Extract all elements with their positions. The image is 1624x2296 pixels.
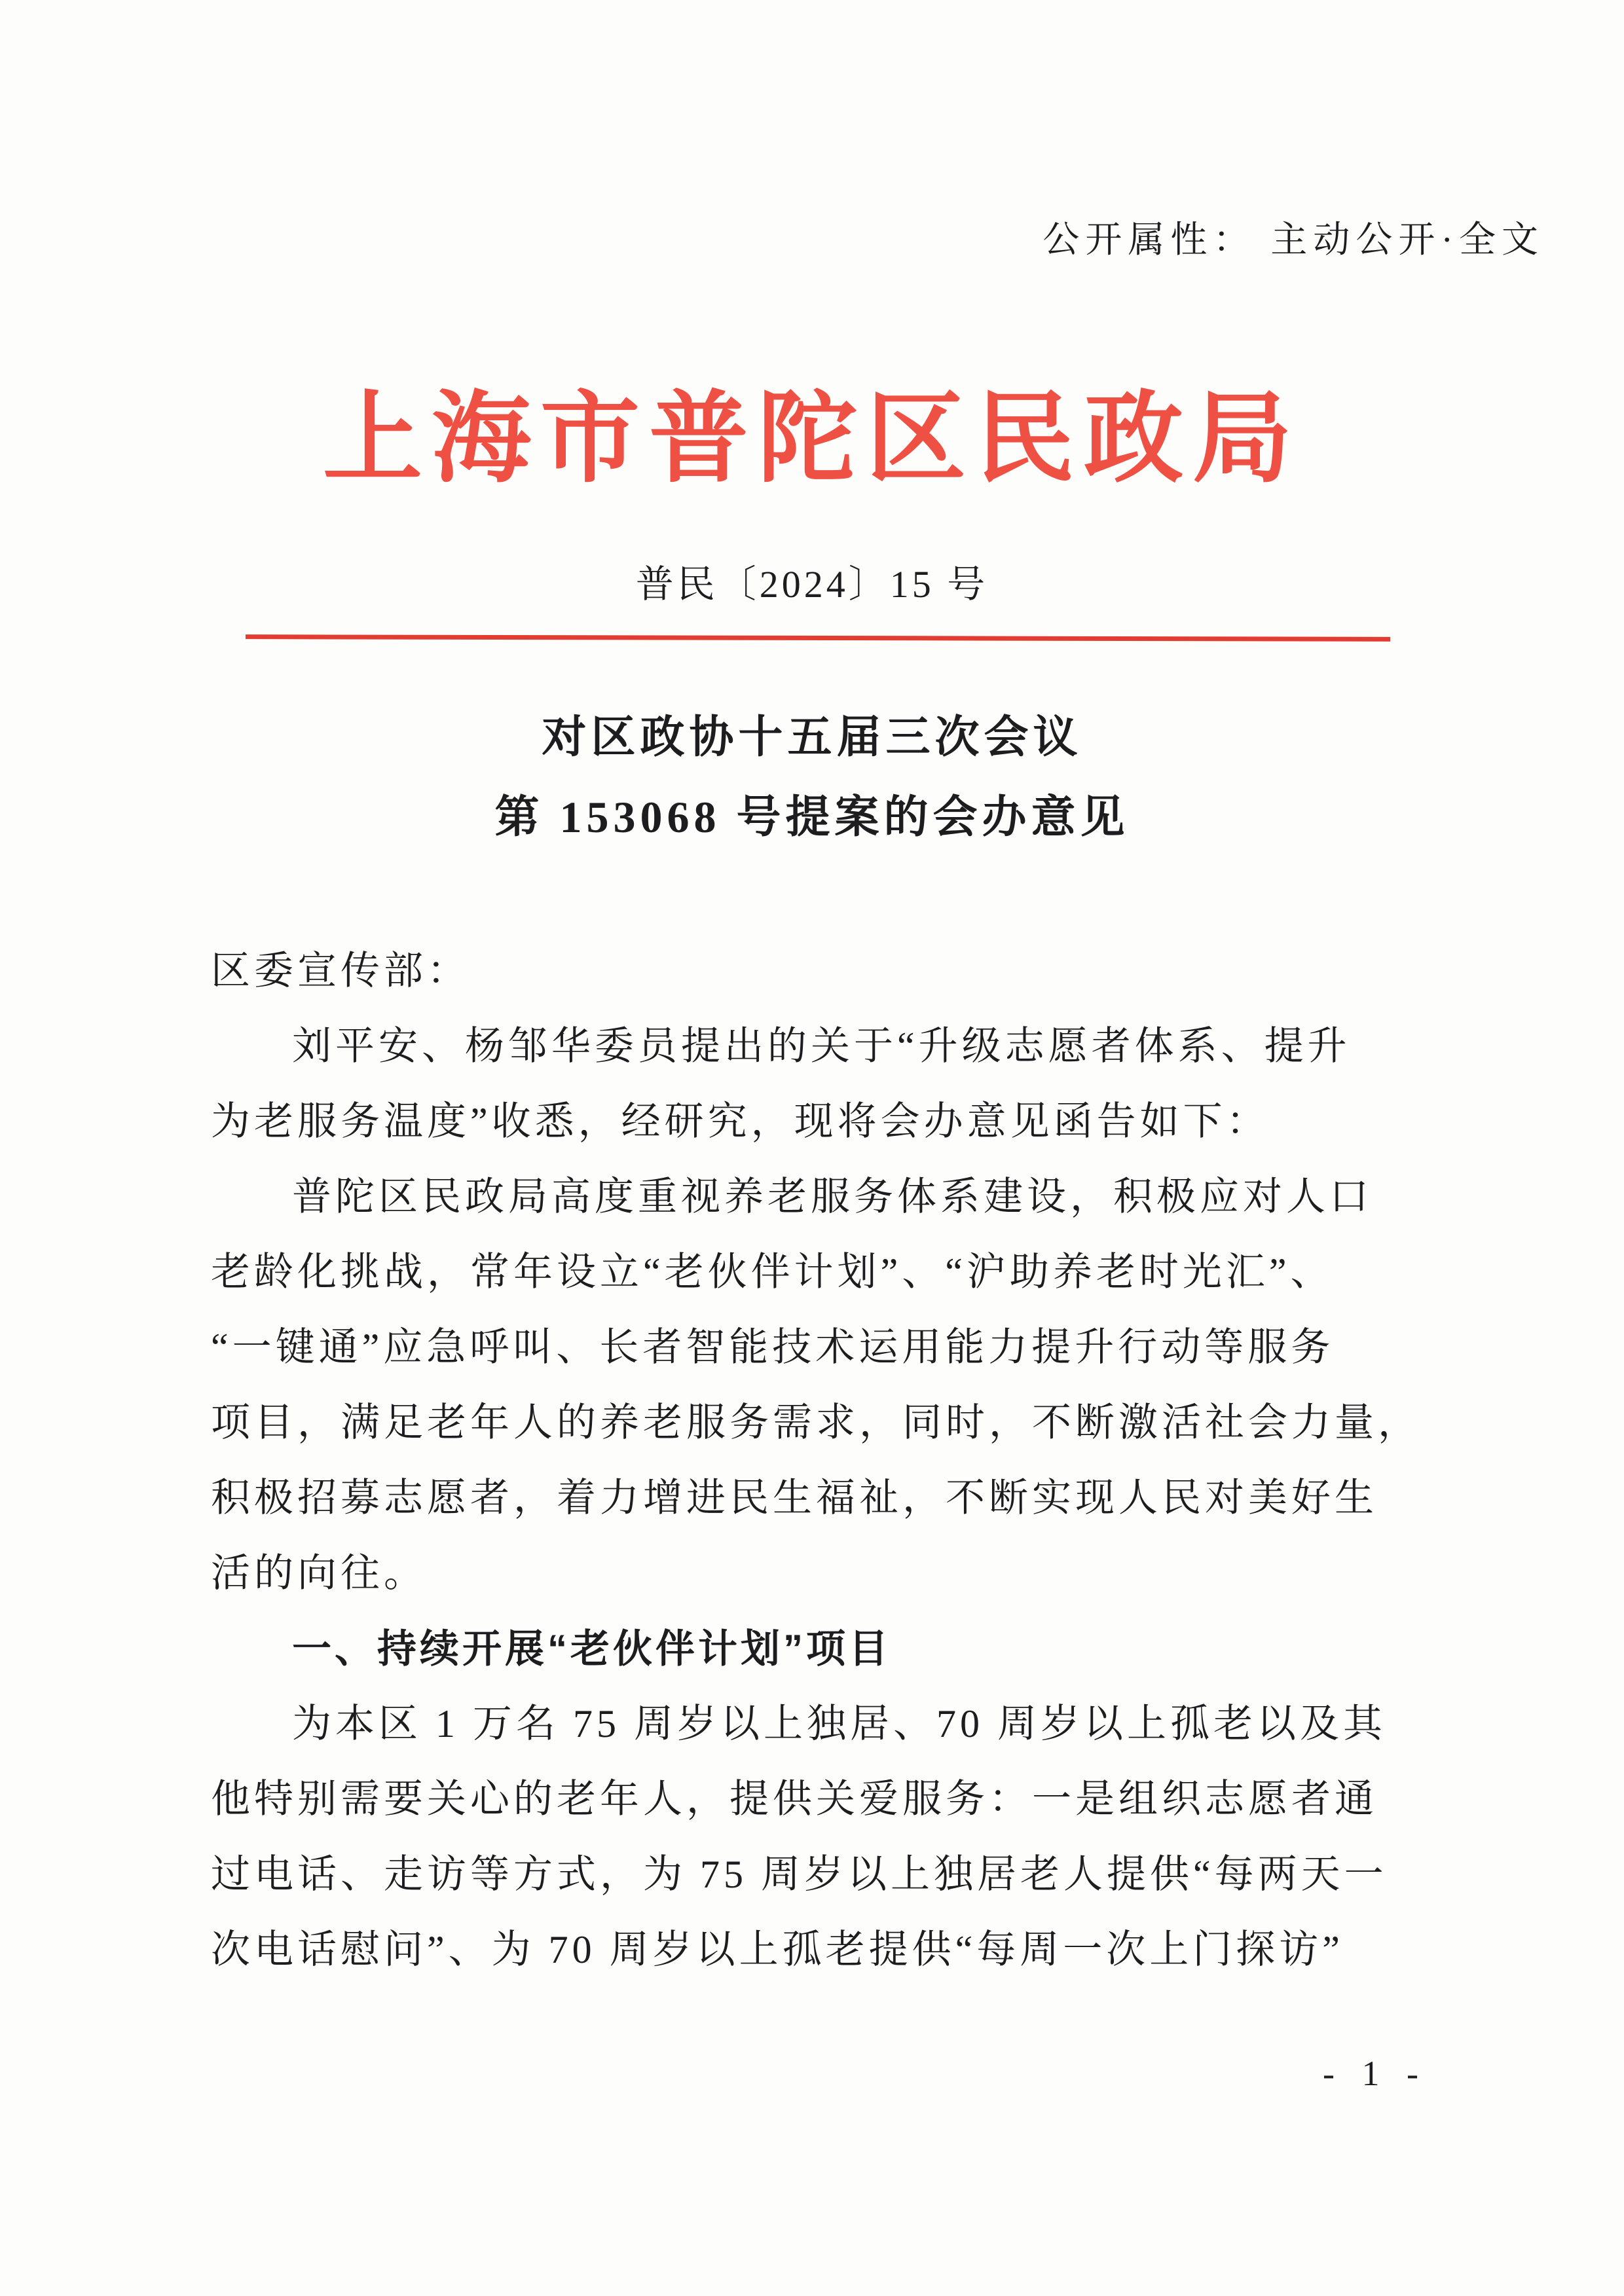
section-heading: 一、持续开展“老伙伴计划”项目 xyxy=(292,1627,891,1671)
body-line: 他特别需要关心的老年人，提供关爱服务：一是组织志愿者通 xyxy=(211,1777,1378,1821)
body-line: 普陀区民政局高度重视养老服务体系建设，积极应对人口 xyxy=(292,1175,1373,1218)
document-number: 普民〔2024〕15 号 xyxy=(635,563,989,606)
subject-title-line1: 对区政协十五届三次会议 xyxy=(542,712,1082,762)
body-line: 次电话慰问”、为 70 周岁以上孤老提供“每周一次上门探访” xyxy=(211,1928,1344,1971)
page-number: - 1 - xyxy=(1323,2054,1428,2093)
letterhead-divider-line xyxy=(246,634,1390,642)
body-line: 活的向往。 xyxy=(211,1552,427,1595)
publicity-attribute-label: 公开属性： 主动公开·全文 xyxy=(1043,220,1544,261)
recipient-line: 区委宣传部： xyxy=(211,949,470,993)
subject-title-line2: 第 153068 号提案的会办意见 xyxy=(494,792,1130,842)
body-line: “一键通”应急呼叫、长者智能技术运用能力提升行动等服务 xyxy=(211,1326,1335,1369)
body-text-block xyxy=(211,934,1419,1988)
body-line: 刘平安、杨邹华委员提出的关于“升级志愿者体系、提升 xyxy=(292,1025,1351,1068)
body-line: 过电话、走访等方式，为 75 周岁以上独居老人提供“每两天一 xyxy=(211,1853,1388,1896)
agency-letterhead-title: 上海市普陀区民政局 xyxy=(323,384,1301,494)
body-line: 积极招募志愿者，着力增进民生福祉，不断实现人民对美好生 xyxy=(211,1476,1378,1520)
body-line: 为老服务温度”收悉，经研究，现将会办意见函告如下： xyxy=(211,1100,1270,1143)
body-line: 为本区 1 万名 75 周岁以上独居、70 周岁以上孤老以及其 xyxy=(292,1702,1386,1745)
body-line: 项目，满足老年人的养老服务需求，同时，不断激活社会力量， xyxy=(211,1401,1421,1444)
body-line: 老龄化挑战，常年设立“老伙伴计划”、“沪助养老时光汇”、 xyxy=(211,1250,1334,1294)
